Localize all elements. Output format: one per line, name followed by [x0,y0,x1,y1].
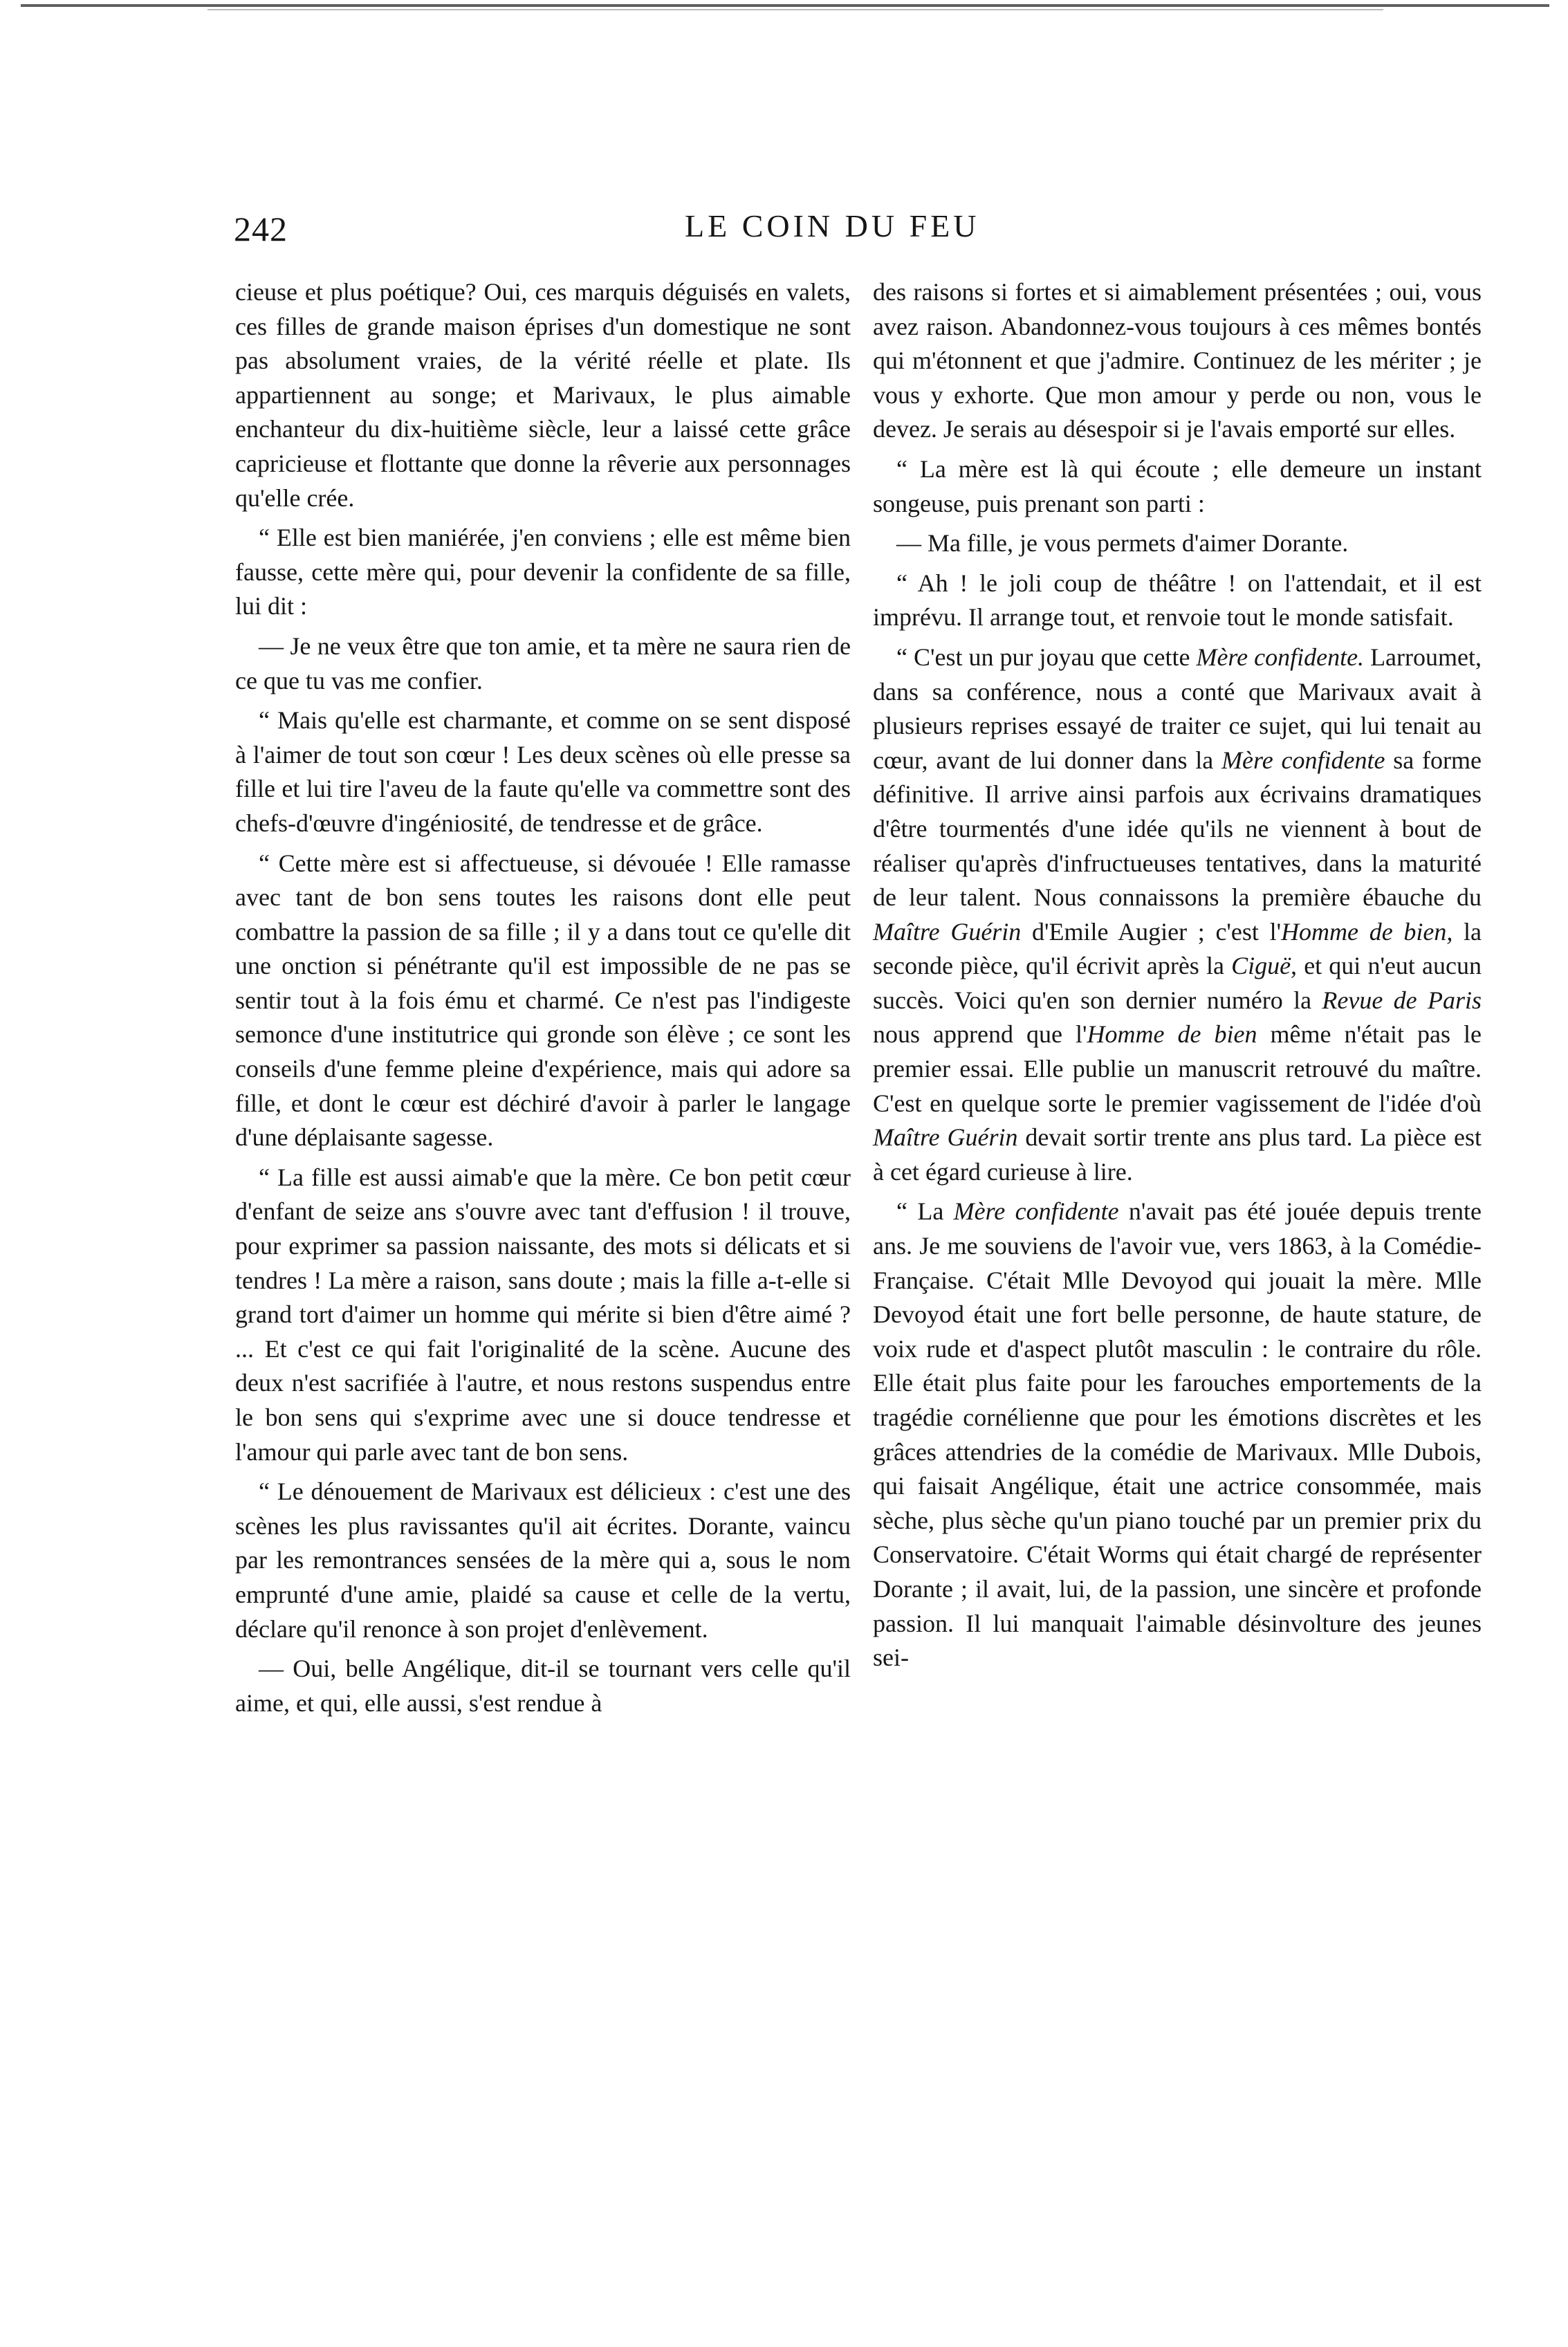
italic-title: Maître Guérin [873,917,1022,946]
top-edge-rule-secondary [207,9,1383,10]
paragraph: “ La Mère confidente n'avait pas été jouée depuis trente ans. Je me souviens de l'avoir vue, vers 1863, à la Comédie-Française. C'était Mlle Devoyod qui jouait la mère. Mlle Devoyod était une fort belle personne, de haute stature, de voix rude et d'aspect plutôt masculin : le contraire du rôle. Elle était plus faite pour les farouches emportements de la tragédie cornélienne que pour les émotions discrètes et les grâces attendries de la comédie de Marivaux. Mlle Dubois, qui faisait Angélique, était une actrice consommée, mais sèche, plus sèche qu'un piano touché par un premier prix du Conservatoire. C'était Worms qui était chargé de représenter Dorante ; il avait, lui, de la passion, une sincère et profonde passion. Il lui manquait l'aimable désinvolture des jeunes sei- [873,1197,1482,1672]
left-text-column [235,275,851,1726]
paragraph: cieuse et plus poétique? Oui, ces marquis déguisés en valets, ces filles de grande maison éprises d'un domestique ne sont pas absolument vraies, de la vérité réelle et plate. Ils appartiennent au songe; et Marivaux, le plus aimable enchanteur du dix-huitième siècle, leur a laissé cette grâce capricieuse et flottante que donne la rêverie aux personnages qu'elle crée. [235,278,851,512]
italic-title: Mère confidente. [1196,643,1365,671]
paragraph: “ Mais qu'elle est charmante, et comme on se sent disposé à l'aimer de tout son cœur ! Les deux scènes où elle presse sa fille et lui tire l'aveu de la faute qu'elle va commettre sont des chefs-d'œuvre d'ingéniosité, de tendresse et de grâce. [235,706,851,837]
italic-title: Mère confidente [953,1197,1119,1226]
italic-title: Homme de bien, [1281,917,1453,946]
paragraph: “ C'est un pur joyau que cette Mère confidente. Larroumet, dans sa conférence, nous a conté que Marivaux avait à plusieurs reprises essayé de traiter ce sujet, qui lui tenait au cœur, avant de lui donner dans la Mère confidente sa forme définitive. Il arrive ainsi parfois aux écrivains dramatiques d'être tourmentés d'une idée qu'ils ne viennent à bout de réaliser qu'après d'infructueuses tentatives, dans la maturité de leur talent. Nous connaissons la première ébauche du Maître Guérin d'Emile Augier ; c'est l'Homme de bien, la seconde pièce, qu'il écrivit après la Ciguë, et qui n'eut aucun succès. Voici qu'en son dernier numéro la Revue de Paris nous apprend que l'Homme de bien même n'était pas le premier essai. Elle publie un manuscrit retrouvé du maître. C'est en quelque sorte le premier vagissement de l'idée d'où Maître Guérin devait sortir trente ans plus tard. La pièce est à cet égard curieuse à lire. [873,643,1482,1186]
italic-title: Ciguë, [1231,952,1298,980]
paragraph: “ La fille est aussi aimab'e que la mère. Ce bon petit cœur d'enfant de seize ans s'ouvre avec tant d'effusion ! il trouve, pour exprimer sa passion naissante, des mots si délicats et si tendres ! La mère a raison, sans doute ; mais la fille a-t-elle si grand tort d'aimer un homme qui mérite si bien d'être aimé ? ... Et c'est ce qui fait l'originalité de la scène. Aucune des deux n'est sacrifiée à l'autre, et nous restons suspendus entre le bon sens qui s'exprime avec une si douce tendresse et l'amour qui parle avec tant de bon sens. [235,1163,851,1466]
right-text-column [873,275,1482,1681]
italic-title: Mère confidente [1221,746,1385,774]
italic-title: Maître Guérin [873,1123,1018,1152]
paragraph: “ Elle est bien maniérée, j'en conviens ; elle est même bien fausse, cette mère qui, pour devenir la confidente de sa fille, lui dit : [235,524,851,620]
italic-title: Homme de bien [1087,1020,1257,1049]
running-title: LE COIN DU FEU [685,208,980,243]
paragraph: “ Ah ! le joli coup de théâtre ! on l'attendait, et il est imprévu. Il arrange tout, et renvoie tout le monde satisfait. [873,569,1482,632]
paragraph: “ La mère est là qui écoute ; elle demeure un instant songeuse, puis prenant son parti : [873,454,1482,517]
italic-title: Revue de Paris [1322,986,1482,1014]
paragraph: des raisons si fortes et si aimablement présentées ; oui, vous avez raison. Abandonnez-vous toujours à ces mêmes bontés qui m'étonnent et que j'admire. Continuez de les mériter ; je vous y exhorte. Que mon amour y perde ou non, vous le devez. Je serais au désespoir si je l'avais emporté sur elles. [873,278,1482,443]
paragraph: — Ma fille, je vous permets d'aimer Dorante. [896,529,1349,558]
top-edge-rule [21,4,1549,7]
paragraph: — Je ne veux être que ton amie, et ta mère ne saura rien de ce que tu vas me confier. [235,632,851,694]
paragraph: “ Cette mère est si affectueuse, si dévouée ! Elle ramasse avec tant de bon sens toutes les raisons dont elle peut combattre la passion de sa fille ; il y a dans tout ce qu'elle dit une onction si pénétrante qu'il est impossible de ne pas se sentir tout à la fois ému et charmé. Ce n'est pas l'indigeste semonce d'une institutrice qui gronde son élève ; ce sont les conseils d'une femme pleine d'expérience, mais qui adore sa fille, et dont le cœur est déchiré d'avoir à parler le langage d'une déplaisante sagesse. [235,849,851,1152]
page-number: 242 [234,210,288,248]
paragraph: — Oui, belle Angélique, dit-il se tournant vers celle qu'il aime, et qui, elle aussi, s'est rendue à [235,1655,851,1717]
paragraph: “ Le dénouement de Marivaux est délicieux : c'est une des scènes les plus ravissantes qu'il ait écrites. Dorante, vaincu par les remontrances sensées de la mère qui a, sous le nom emprunté d'une amie, plaidé sa cause et celle de la vertu, déclare qu'il renonce à son projet d'enlèvement. [235,1478,851,1643]
